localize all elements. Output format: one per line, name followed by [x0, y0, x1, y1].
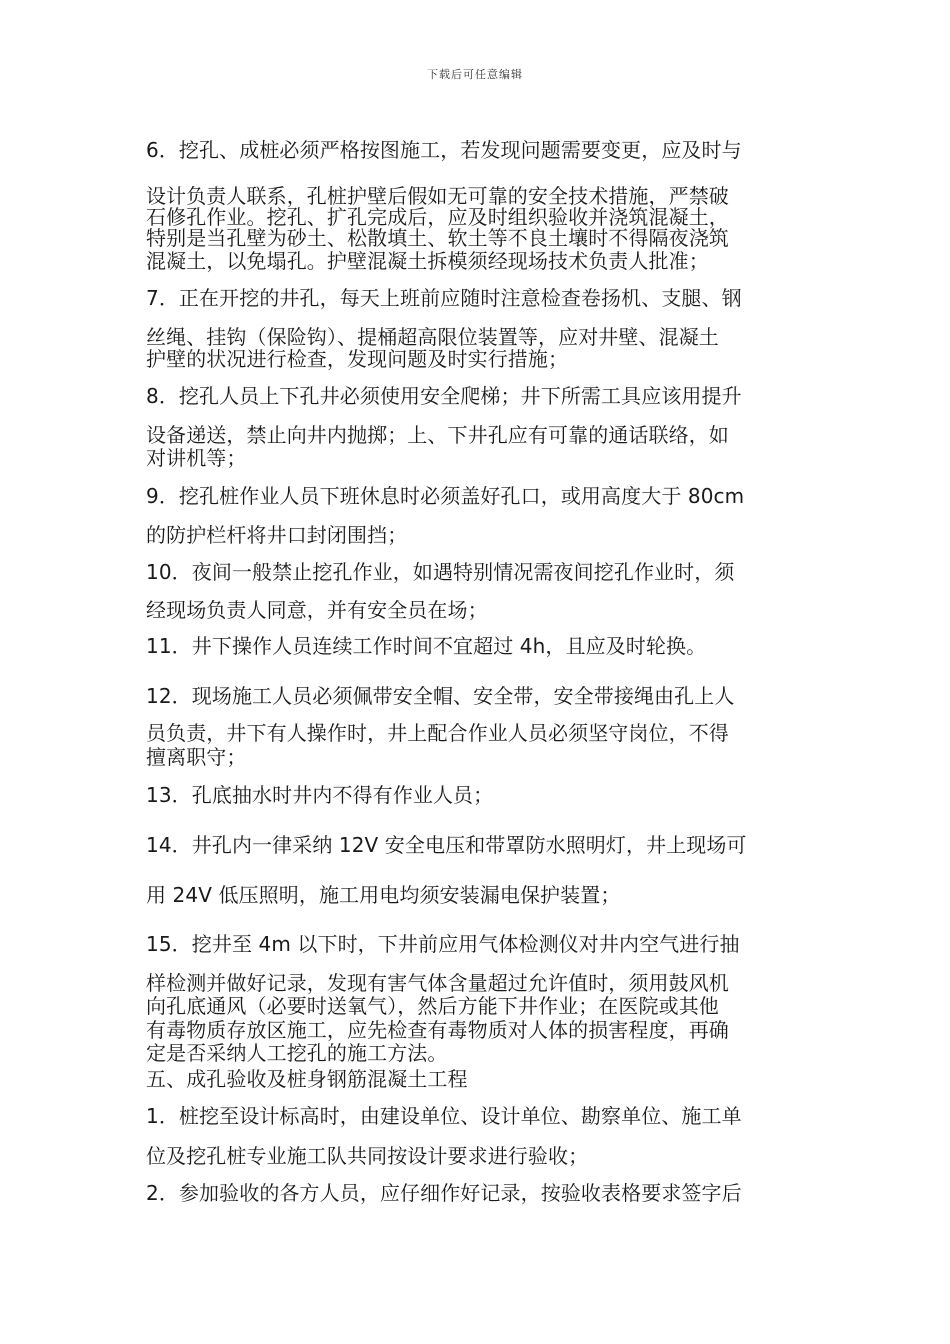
text-line: 有毒物质存放区施工，应先检查有毒物质对人体的损害程度，再确 [146, 1018, 729, 1042]
text-line: 丝绳、挂钩（保险钩）、提桶超高限位装置等，应对井壁、混凝土 [146, 325, 719, 349]
text-line: 15．挖井至 4m 以下时，下井前应用气体检测仪对井内空气进行抽 [146, 932, 740, 956]
text-line: 12．现场施工人员必须佩带安全帽、安全带，安全带接绳由孔上人 [146, 684, 735, 708]
text-line: 14．井孔内一律采纳 12V 安全电压和带罩防水照明灯，井上现场可 [146, 833, 747, 857]
text-line: 用 24V 低压照明，施工用电均须安装漏电保护装置； [146, 883, 621, 907]
section-heading: 五、成孔验收及桩身钢筋混凝土工程 [146, 1067, 468, 1091]
text-line: 7．正在开挖的井孔，每天上班前应随时注意检查卷扬机、支腿、钢 [146, 286, 742, 310]
text-line: 混凝土，以免塌孔。护壁混凝土拆模须经现场技术负责人批准； [146, 249, 709, 273]
text-line: 定是否采纳人工挖孔的施工方法。 [146, 1041, 448, 1065]
text-line: 6．挖孔、成桩必须严格按图施工，若发现问题需要变更，应及时与 [146, 138, 742, 162]
text-line: 向孔底通风（必要时送氧气），然后方能下井作业；在医院或其他 [146, 994, 719, 1018]
text-line: 特别是当孔壁为砂土、松散填土、软土等不良土壤时不得隔夜浇筑 [146, 226, 729, 250]
text-line: 11．井下操作人员连续工作时间不宜超过 4h，且应及时轮换。 [146, 634, 707, 658]
text-line: 10．夜间一般禁止挖孔作业，如遇特别情况需夜间挖孔作业时，须 [146, 560, 735, 584]
text-line: 设计负责人联系，孔桩护壁后假如无可靠的安全技术措施，严禁破 [146, 184, 729, 208]
text-line: 2．参加验收的各方人员，应仔细作好记录，按验收表格要求签字后 [146, 1181, 742, 1205]
text-line: 13．孔底抽水时井内不得有作业人员； [146, 783, 494, 807]
page-header: 下载后可任意编辑 [427, 68, 523, 81]
text-line: 石修孔作业。挖孔、扩孔完成后，应及时组织验收并浇筑混凝土， [146, 205, 729, 229]
text-line: 1．桩挖至设计标高时，由建设单位、设计单位、勘察单位、施工单 [146, 1104, 742, 1128]
text-line: 位及挖孔桩专业施工队共同按设计要求进行验收； [146, 1144, 589, 1168]
text-line: 设备递送，禁止向井内抛掷；上、下井孔应有可靠的通话联络，如 [146, 423, 729, 447]
text-line: 8．挖孔人员上下孔井必须使用安全爬梯；井下所需工具应该用提升 [146, 384, 742, 408]
text-line: 9．挖孔桩作业人员下班休息时必须盖好孔口，或用高度大于 80cm [146, 484, 745, 508]
text-line: 经现场负责人同意，并有安全员在场； [146, 598, 488, 622]
text-line: 的防护栏杆将井口封闭围挡； [146, 523, 408, 547]
text-line: 对讲机等； [146, 446, 247, 470]
text-line: 擅离职守； [146, 745, 247, 769]
text-line: 护壁的状况进行检查，发现问题及时实行措施； [146, 347, 569, 371]
text-line: 样检测并做好记录，发现有害气体含量超过允许值时，须用鼓风机 [146, 971, 729, 995]
text-line: 员负责，井下有人操作时，井上配合作业人员必须坚守岗位，不得 [146, 721, 729, 745]
